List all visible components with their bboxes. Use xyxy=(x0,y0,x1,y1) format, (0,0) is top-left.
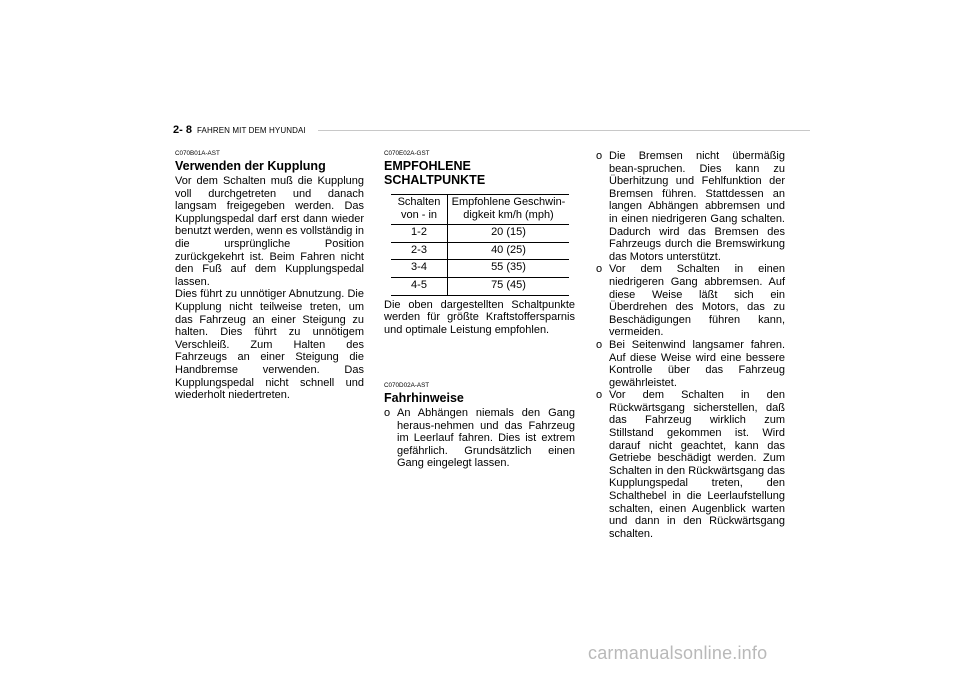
section-heading-clutch: Verwenden der Kupplung xyxy=(175,159,326,173)
watermark-text: carmanualsonline.info xyxy=(588,643,768,663)
list-item-text: Bei Seitenwind langsamer fahren. Auf diese Weise wird eine bessere Kontrolle über das Fahrzeug gewährleistet. xyxy=(609,338,785,389)
table-cell: 1-2 xyxy=(391,225,448,243)
list-item xyxy=(384,407,575,470)
clutch-paragraph-2: Dies führt zu unnötiger Abnutzung. Die Kupplung nicht teilweise treten, um das Fahrzeug an einer Steigung zu halten. Dies führt zu unnötigem Verschleiß. Zum Halten des Fahrzeugs an einer Steigung die Handbremse verwenden. Das Kupplungspedal nicht schnell und wiederholt niedertreten. xyxy=(175,288,364,402)
table-header-row xyxy=(391,195,569,225)
section-code: C070B01A-AST xyxy=(175,150,220,157)
list-item-text: Die Bremsen nicht übermäßig bean-spruchen. Dies kann zu Überhitzung und Fehlfunktion der Bremsen führen. Stattdessen an langen Abhängen abbremsen und in einen niedrigeren Gang schalten. Dadurch wird das Bremsen des Fahrzeugs durch die Bremswirkung das Motors unterstützt. xyxy=(609,150,785,263)
bullet-marker: o xyxy=(596,150,603,162)
section-driving-tips xyxy=(384,382,575,470)
list-item-text: Vor dem Schalten in einen niedrigeren Gang abbremsen. Auf diese Weise läßt sich ein Überdrehen des Motors, das zu Beschädigungen führen kann, vermeiden. xyxy=(609,263,785,339)
list-item xyxy=(596,263,785,339)
table-header-cell: Schalten von - in xyxy=(391,195,448,225)
table-cell: 4-5 xyxy=(391,277,448,295)
bullet-marker: o xyxy=(384,407,391,419)
list-item xyxy=(596,150,785,263)
header-title: FAHREN MIT DEM HYUNDAI xyxy=(197,126,306,135)
page-number: 2- 8 xyxy=(173,124,192,136)
table-header-cell: Empfohlene Geschwin-digkeit km/h (mph) xyxy=(448,195,570,225)
table-cell: 55 (35) xyxy=(448,260,570,278)
table-row xyxy=(391,260,569,278)
table-cell: 20 (15) xyxy=(448,225,570,243)
column-driving-tips-continued xyxy=(596,150,785,540)
table-row xyxy=(391,225,569,243)
list-item xyxy=(596,339,785,389)
section-code: C070D02A-AST xyxy=(384,382,430,389)
list-item-text: Vor dem Schalten in den Rückwärtsgang sicherstellen, daß das Fahrzeug wirklich zum Stillstand gekommen ist. Wird darauf nicht geachtet, kann das Getriebe beschädigt werden. Zum Schalten in den Rückwärtsgang das Kupplungspedal treten, den Schalthebel in die Leerlaufstellung schalten, einen Augenblick warten und dann in den Rückwärtsgang schalten. xyxy=(609,389,785,540)
shift-points-note: Die oben dargestellten Schaltpunkte werden für größte Kraftstoffersparnis und optimale Leistung empfohlen. xyxy=(384,298,575,336)
bullet-marker: o xyxy=(596,263,603,276)
table-row xyxy=(391,242,569,260)
column-clutch xyxy=(175,150,364,402)
list-item-text: An Abhängen niemals den Gang heraus-nehmen und das Fahrzeug im Leerlauf fahren. Dies ist extrem gefährlich. Grundsätzlich einen Gang eingelegt lassen. xyxy=(397,407,575,470)
header-rule xyxy=(318,130,810,131)
page-header xyxy=(173,124,813,138)
clutch-paragraph-1: Vor dem Schalten muß die Kupplung voll durchgetreten und danach langsam freigegeben werden. Das Kupplungspedal darf erst dann wieder benutzt werden, wenn es vollständig in die ursprüngliche Position zurückgekehrt ist. Beim Fahren nicht den Fuß auf dem Kupplungspedal lassen. xyxy=(175,175,364,288)
driving-tips-list xyxy=(384,407,575,470)
bullet-marker: o xyxy=(596,389,603,402)
driving-tips-list-continued xyxy=(596,150,785,540)
table-cell: 3-4 xyxy=(391,260,448,278)
bullet-marker: o xyxy=(596,338,603,351)
column-shift-points xyxy=(384,150,575,470)
shift-points-table xyxy=(391,194,569,296)
section-heading-shift-points: EMPFOHLENE SCHALTPUNKTE xyxy=(384,159,486,187)
table-cell: 2-3 xyxy=(391,242,448,260)
table-row xyxy=(391,277,569,295)
section-code: C070E02A-GST xyxy=(384,150,430,157)
section-heading-driving-tips: Fahrhinweise xyxy=(384,391,464,405)
table-cell: 75 (45) xyxy=(448,277,570,295)
list-item xyxy=(596,389,785,540)
table-cell: 40 (25) xyxy=(448,242,570,260)
